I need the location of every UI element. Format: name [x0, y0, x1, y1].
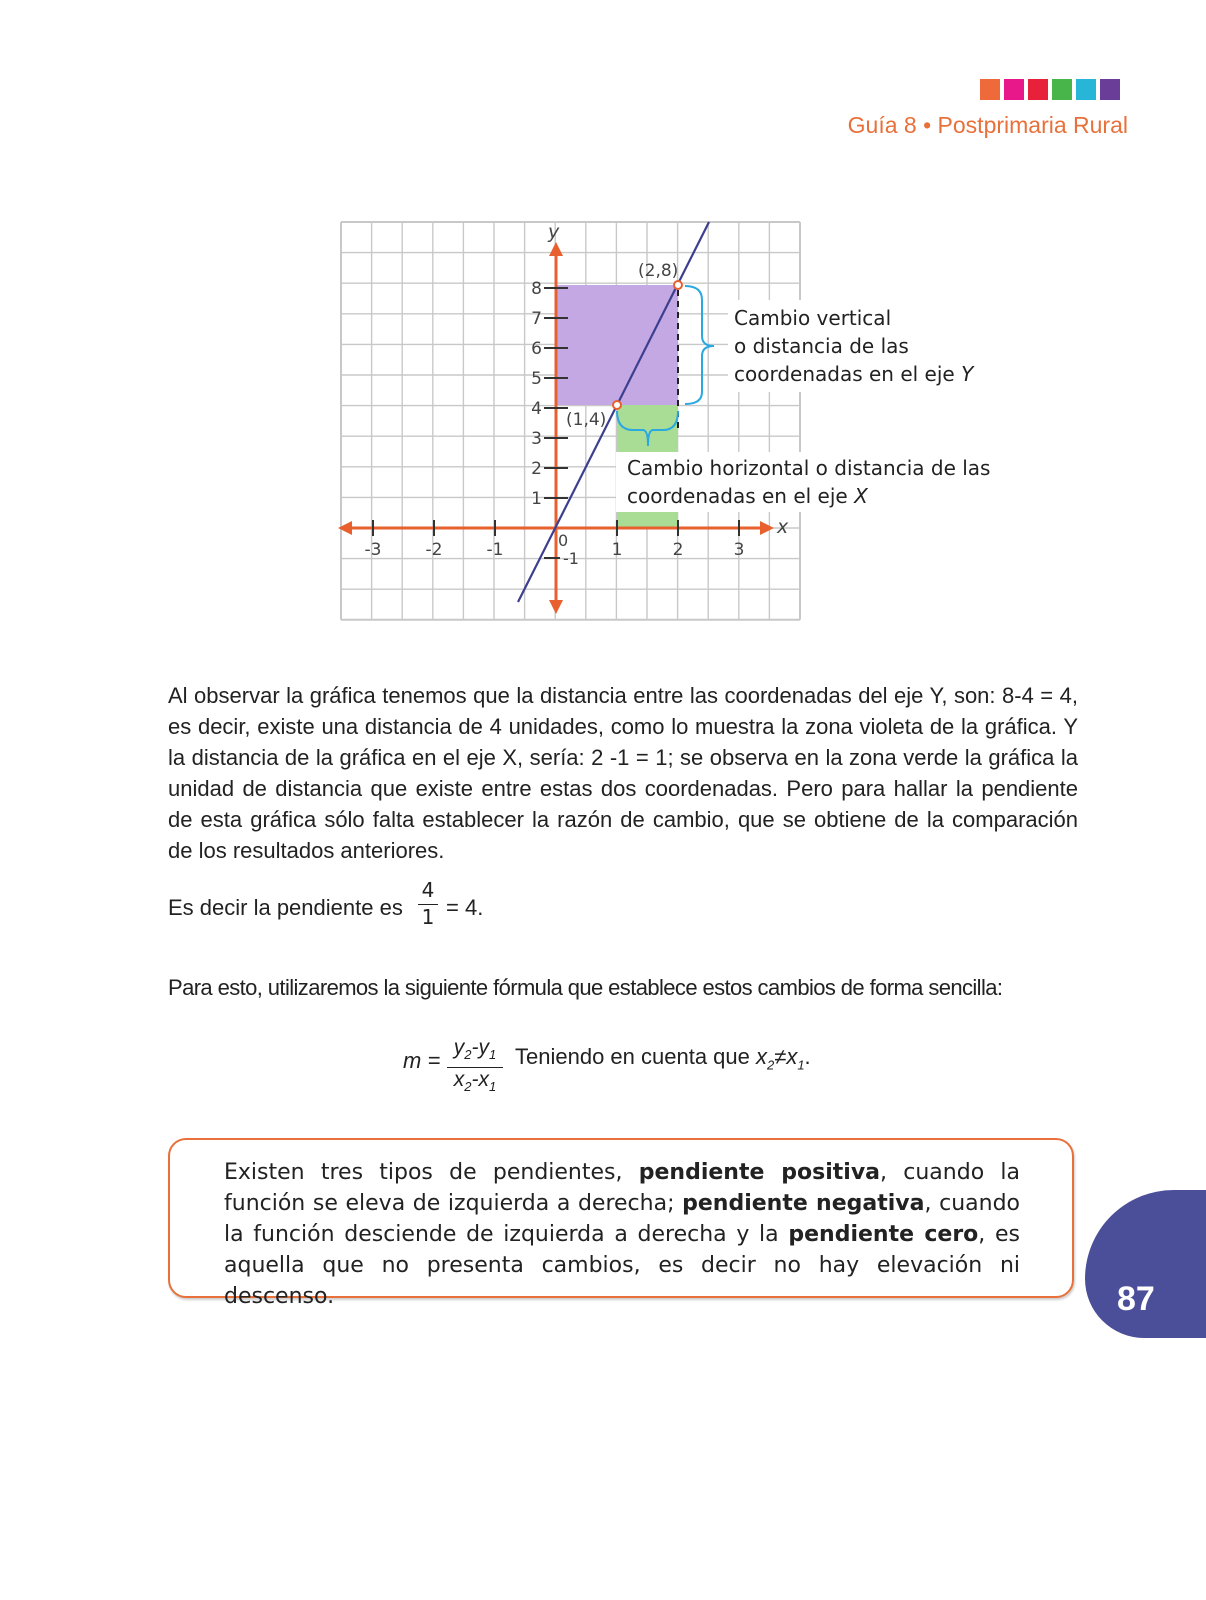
y-tick-label: 5	[531, 369, 542, 389]
origin-label: 0	[558, 531, 569, 550]
den-x2: x	[453, 1068, 465, 1092]
green-zone-lower	[617, 512, 678, 528]
formula-numerator: $y_2-y_1$	[453, 1036, 497, 1063]
slope-denominator: 1	[421, 905, 435, 929]
neq-symbol: ≠	[774, 1044, 787, 1069]
horizontal-axis-letter: X	[854, 484, 868, 508]
info-t4: , es aquella que no presenta cambios, es decir no hay elevación ni descenso.	[224, 1222, 1020, 1309]
slope-prefix: Es decir la pendiente es	[168, 895, 403, 920]
num-y2: y	[453, 1036, 465, 1059]
info-text	[224, 1157, 1020, 1312]
cond-x2-sub: 2	[767, 1057, 775, 1073]
y-axis-arrow-down	[549, 600, 563, 614]
slope-numerator: 4	[421, 878, 435, 902]
y-tick-label: 2	[531, 459, 542, 479]
den-x2-sub: 2	[464, 1079, 472, 1095]
slope-fraction	[418, 878, 438, 929]
vertical-change-line-1: Cambio vertical	[734, 306, 892, 330]
info-zero-slope: pendiente cero	[788, 1222, 979, 1247]
vertical-axis-letter: Y	[961, 362, 974, 386]
slope-graph	[0, 0, 1206, 660]
num-y2-sub: 2	[464, 1047, 472, 1063]
point-b-label: (2,8)	[638, 261, 679, 281]
y-tick-label: 3	[531, 429, 542, 449]
cond-x2: x	[756, 1044, 767, 1069]
violet-zone	[556, 285, 678, 405]
x-axis-arrow-right	[760, 521, 774, 535]
x-axis-label: x	[777, 516, 789, 538]
formula-text: Teniendo en cuenta que	[515, 1044, 750, 1069]
y-tick-label: 1	[531, 489, 542, 509]
y-tick-label: 8	[531, 279, 542, 299]
point-a-label: (1,4)	[566, 410, 607, 430]
info-positive-slope: pendiente positiva	[638, 1160, 881, 1185]
point-a-marker	[613, 401, 621, 409]
axis-ticks	[365, 279, 745, 560]
formula-condition: Teniendo en cuenta que $x_2\ne x_1$.	[515, 1044, 811, 1073]
page-number: 87	[1117, 1280, 1155, 1318]
den-x1: x	[478, 1068, 489, 1092]
vertical-change-text: coordenadas en el eje	[734, 362, 962, 386]
vertical-change-line-3	[734, 362, 975, 386]
x-tick-label: 3	[733, 540, 745, 560]
horizontal-change-line-1: Cambio horizontal o distancia de las	[627, 456, 991, 480]
y-tick-label: 6	[531, 339, 542, 359]
den-x1-sub: 1	[489, 1079, 497, 1095]
neg-y-label: -1	[563, 549, 579, 568]
horizontal-change-text: coordenadas en el eje	[627, 484, 855, 508]
formula-fraction	[447, 1036, 503, 1099]
vertical-change-line-2: o distancia de las	[734, 334, 909, 358]
slope-statement	[168, 895, 403, 921]
x-tick-label: 2	[672, 540, 684, 560]
y-axis-arrow-up	[549, 242, 563, 256]
info-t2: , cuando la función se eleva de izquierda a derecha;	[224, 1160, 1020, 1216]
num-y1: y	[478, 1036, 489, 1059]
num-y1-sub: 1	[489, 1047, 497, 1063]
y-tick-label: 7	[531, 309, 542, 329]
y-tick-label: 4	[531, 399, 542, 419]
explanation-paragraph: Al observar la gráfica tenemos que la distancia entre las coordenadas del eje Y, son: 8-4 = 4, es decir, existe una distancia de 4 unidades, como lo muestra la zona violeta de la gráfica. Y la distancia de la gráfica en el eje X, sería: 2 -1 = 1; se observa en la zona verde la gráfica la unidad de distancia que existe entre estas dos coordenadas. Pero para hallar la pendiente de esta gráfica sólo falta establecer la razón de cambio, que se obtiene de la comparación de los resultados anteriores.	[168, 683, 1078, 863]
y-axis-label: y	[548, 221, 560, 243]
formula-intro: Para esto, utilizaremos la siguiente fórmula que establece estos cambios de forma sencilla:	[168, 975, 1003, 1000]
header-title: Guía 8 • Postprimaria Rural	[847, 112, 1128, 138]
formula-m: m =	[403, 1048, 441, 1073]
cond-x1-sub: 1	[797, 1057, 805, 1073]
horizontal-change-line-2	[627, 484, 869, 508]
formula-denominator: $x_2-x_1$	[453, 1068, 497, 1095]
x-tick-label: -3	[364, 540, 382, 560]
info-negative-slope: pendiente negativa	[682, 1191, 925, 1216]
info-t1: Existen tres tipos de pendientes,	[224, 1160, 639, 1185]
x-tick-label: 1	[611, 540, 623, 560]
slope-suffix: = 4.	[446, 895, 484, 920]
x-tick-label: -2	[425, 540, 443, 560]
x-tick-label: -1	[486, 540, 504, 560]
point-b-marker	[674, 281, 682, 289]
info-t3: , cuando la función desciende de izquierda a derecha y la	[224, 1191, 1020, 1247]
cond-x1: x	[786, 1044, 798, 1069]
